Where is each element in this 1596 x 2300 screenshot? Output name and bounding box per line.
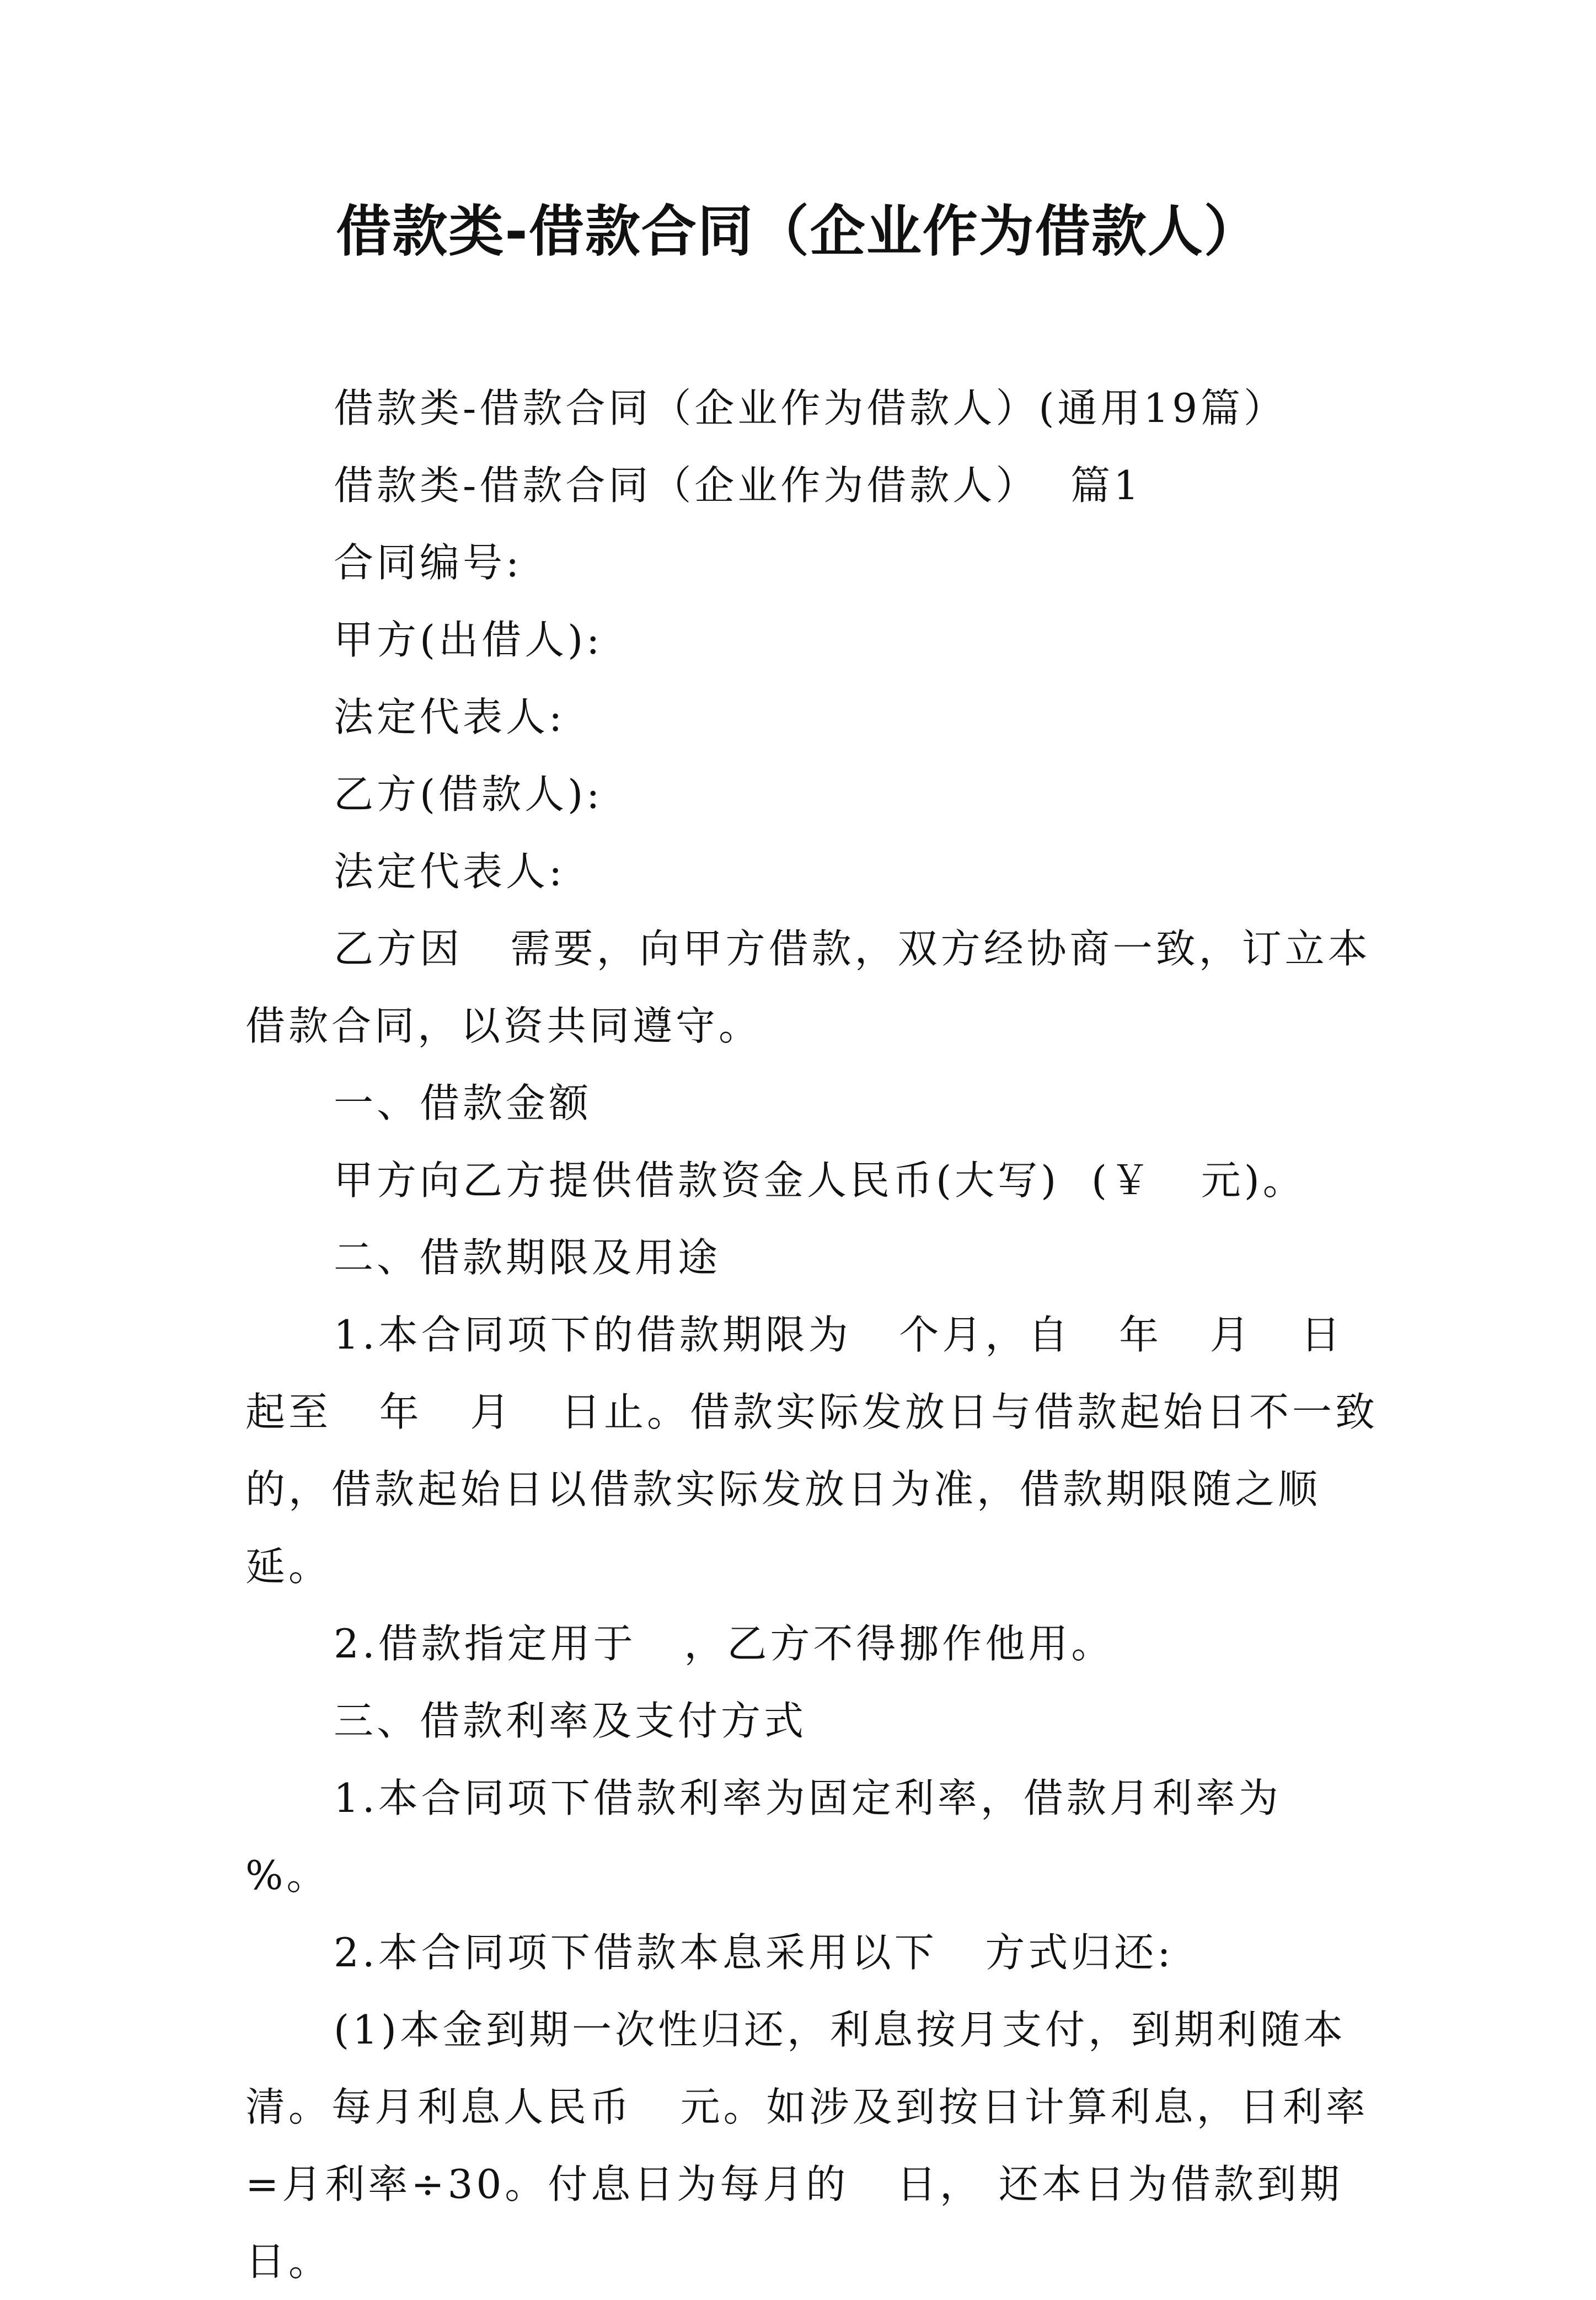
paragraph-repayment-option-1: (1)本金到期一次性归还，利息按月支付，到期利随本清。每月利息人民币 元。如涉及到按日计算利息，日利率=月利率÷30。付息日为每月的 日， 还本日为借款到期日。 — [245, 2007, 1369, 2285]
paragraph-clause-1-heading: 一、借款金额 — [334, 1080, 592, 1126]
document-title: 借款类-借款合同（企业作为借款人） — [336, 199, 1260, 264]
paragraph-subtitle: 借款类-借款合同（企业作为借款人）(通用19篇） — [334, 385, 1287, 431]
paragraph-interest-rate: 1.本合同项下借款利率为固定利率，借款月利率为 %。 — [245, 1775, 1330, 1898]
paragraph-clause-3-heading: 三、借款利率及支付方式 — [334, 1698, 807, 1744]
paragraph-clause-2-heading: 二、借款期限及用途 — [334, 1234, 721, 1281]
paragraph-section-heading: 借款类-借款合同（企业作为借款人） 篇1 — [334, 462, 1142, 509]
paragraph-party-a-representative: 法定代表人: — [334, 694, 566, 740]
paragraph-party-a: 甲方(出借人): — [334, 617, 603, 663]
paragraph-loan-amount: 甲方向乙方提供借款资金人民币(大写) (￥ 元)。 — [334, 1157, 1306, 1204]
paragraph-party-b-representative: 法定代表人: — [334, 848, 566, 895]
paragraph-loan-term: 1.本合同项下的借款期限为 个月，自 年 月 日起至 年 月 日止。借款实际发放日与借款起始日不一致的，借款起始日以借款实际发放日为准，借款期限随之顺延。 — [245, 1312, 1378, 1590]
paragraph-loan-purpose: 2.借款指定用于 ，乙方不得挪作他用。 — [334, 1620, 1115, 1667]
paragraph-preamble: 乙方因 需要，向甲方借款，双方经协商一致，订立本借款合同，以资共同遵守。 — [245, 926, 1371, 1049]
document-body — [245, 370, 1381, 2300]
paragraph-contract-number: 合同编号: — [334, 539, 523, 586]
paragraph-repayment-method: 2.本合同项下借款本息采用以下 方式归还: — [334, 1929, 1174, 1976]
paragraph-party-b: 乙方(借款人): — [334, 771, 603, 817]
